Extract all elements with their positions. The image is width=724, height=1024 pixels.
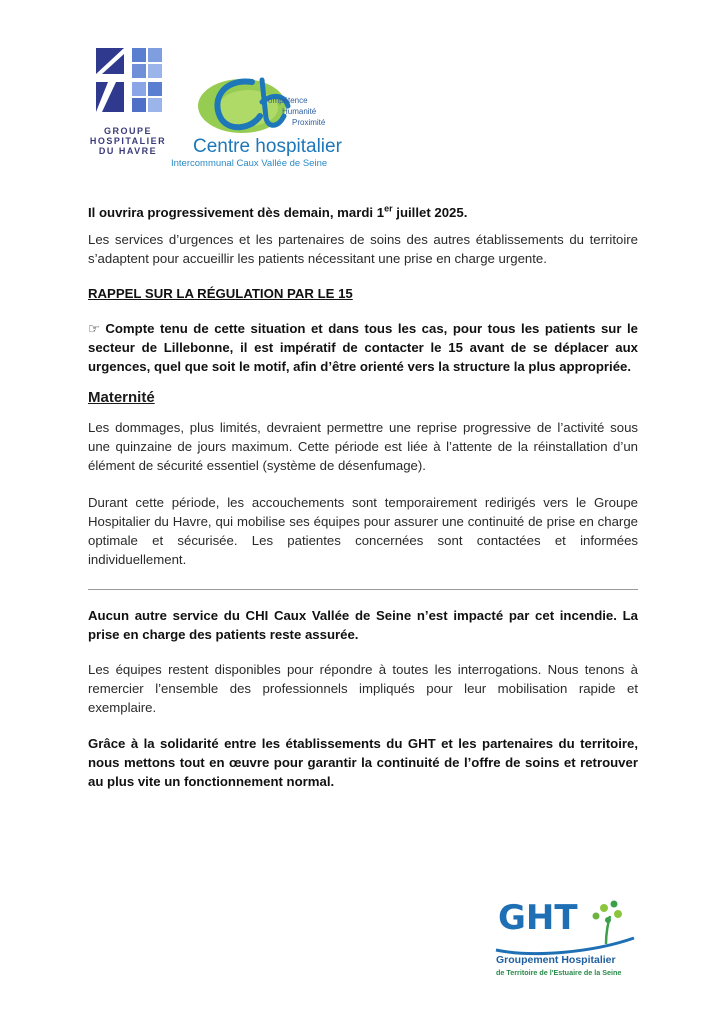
- gh-logo-line1: GROUPE: [103, 126, 152, 136]
- ch-logo-subtitle: Intercommunal Caux Vallée de Seine: [171, 158, 328, 169]
- ght-logo: [486, 898, 646, 988]
- ght-swoosh-icon: [494, 936, 644, 956]
- ch-tag-competence: ompétence: [268, 96, 308, 105]
- closing-paragraph-3: Grâce à la solidarité entre les établissements du GHT et les partenaires du territoire, nous mettons tout en œuvre pour garantir la continuité de l’offre de soins et retrouver au plus vite un fonctionnement normal.: [88, 736, 638, 789]
- groupe-hospitalier-havre-logo: [88, 48, 168, 156]
- section-divider: [88, 589, 638, 590]
- ght-logo-subtitle: de Territoire de l'Estuaire de la Seine: [496, 968, 622, 977]
- regulation-paragraph: [88, 319, 638, 376]
- closing-paragraph-1: Aucun autre service du CHI Caux Vallée de Seine n’est impacté par cet incendie. La prise en charge des patients reste assurée.: [88, 608, 638, 642]
- maternite-paragraph-1: Les dommages, plus limités, devraient permettre une reprise progressive de l’activité sous une quinzaine de jours maximum. Cette période est liée à l’attente de la réinstallation d’un élément de sécurité essentiel (système de désenfumage).: [88, 420, 638, 473]
- opening-line: [88, 203, 638, 222]
- maternite-heading: Maternité: [88, 389, 155, 406]
- pointing-hand-icon: ☞: [88, 321, 100, 336]
- document-body: [88, 200, 638, 791]
- services-paragraph: Les services d’urgences et les partenaires de soins des autres établissements du territoire s’adaptent pour accueillir les patients nécessitant une prise en charge urgente.: [88, 232, 638, 266]
- opening-date-end: juillet 2025.: [392, 205, 468, 220]
- gh-logo-mark-icon: [88, 48, 168, 124]
- closing-paragraph-2: Les équipes restent disponibles pour répondre à toutes les interrogations. Nous tenons à remercier l’ensemble des professionnels impliqués pour leur mobilisation rapide et exemplaire.: [88, 662, 638, 715]
- ch-logo-title: Centre hospitalier: [193, 136, 342, 157]
- regulation-heading: RAPPEL SUR LA RÉGULATION PAR LE 15: [88, 286, 353, 301]
- opening-superscript: er: [384, 203, 393, 214]
- gh-logo-line3: DU HAVRE: [98, 146, 158, 156]
- maternite-paragraph-2: Durant cette période, les accouchements sont temporairement redirigés vers le Groupe Hospitalier du Havre, qui mobilise ses équipes pour assurer une continuité de prise en charge optimale et sécurisée. Les patientes concernées sont contactées et informées individuellement.: [88, 495, 638, 567]
- ch-tag-proximite: Proximité: [292, 118, 326, 127]
- ght-logo-letters: GHT: [498, 898, 578, 938]
- centre-hospitalier-logo: [168, 72, 388, 172]
- ght-logo-name: Groupement Hospitalier: [496, 954, 616, 966]
- opening-text: Il ouvrira progressivement dès demain, mardi 1: [88, 205, 385, 220]
- ch-tag-humanite: Humanité: [282, 107, 317, 116]
- regulation-text: Compte tenu de cette situation et dans tous les cas, pour tous les patients sur le secteur de Lillebonne, il est impératif de contacter le 15 avant de se déplacer aux urgences, quel que soit le motif, afin d’être orienté vers la structure la plus appropriée.: [88, 321, 638, 374]
- gh-logo-line2: HOSPITALIER: [89, 136, 167, 146]
- gh-logo-text: [88, 126, 168, 156]
